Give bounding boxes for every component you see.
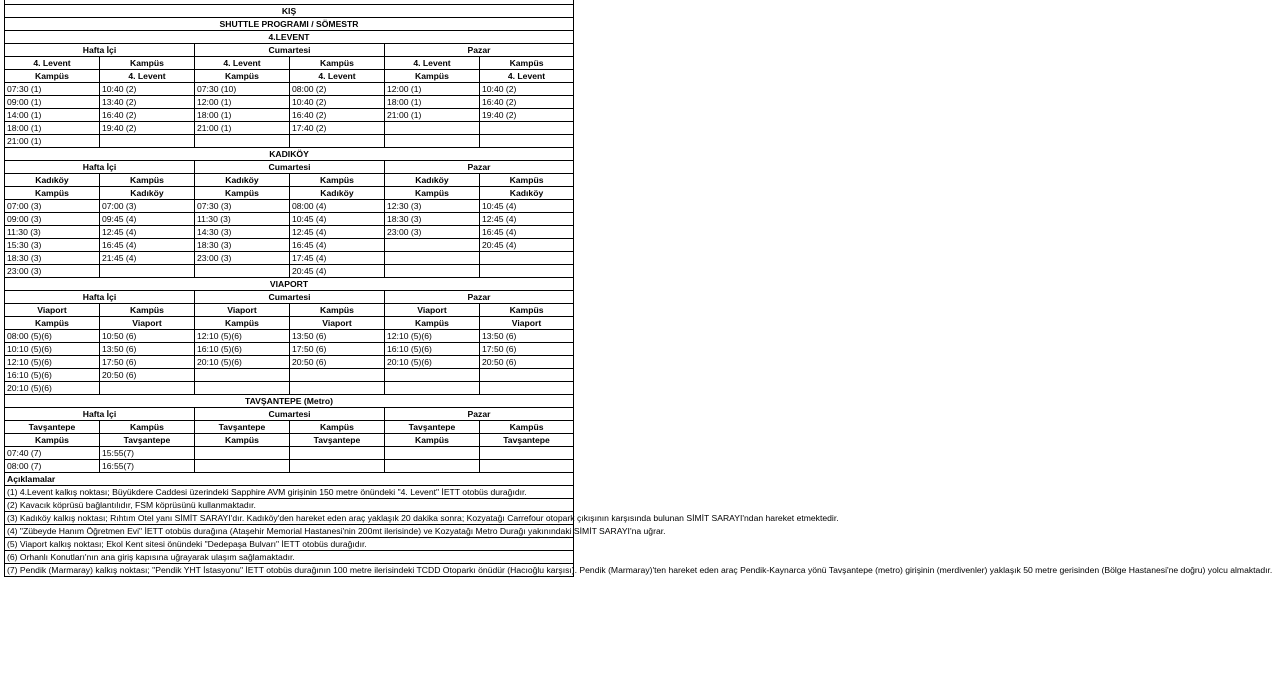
departure-time: 20:10 (5)(6) bbox=[195, 355, 290, 368]
from-stop-header: Kampüs bbox=[480, 420, 574, 433]
departure-time: 20:50 (6) bbox=[480, 355, 574, 368]
from-header-row bbox=[5, 420, 574, 433]
note-row bbox=[5, 563, 574, 576]
departure-time: 21:45 (4) bbox=[100, 251, 195, 264]
departure-time: 13:50 (6) bbox=[290, 329, 385, 342]
shuttle-schedule-sheet bbox=[4, 0, 1272, 577]
section-title-row bbox=[5, 394, 574, 407]
departure-time: 11:30 (3) bbox=[195, 212, 290, 225]
departure-time: 10:45 (4) bbox=[290, 212, 385, 225]
schedule-body bbox=[5, 0, 1272, 576]
empty-cell bbox=[195, 264, 290, 277]
empty-cell bbox=[195, 381, 290, 394]
from-stop-header: Tavşantepe bbox=[195, 420, 290, 433]
departure-time: 09:00 (3) bbox=[5, 212, 100, 225]
departure-row bbox=[5, 95, 574, 108]
day-header: Cumartesi bbox=[195, 290, 385, 303]
departure-time: 16:40 (2) bbox=[290, 108, 385, 121]
departure-time: 08:00 (2) bbox=[290, 82, 385, 95]
departure-time: 10:45 (4) bbox=[480, 199, 574, 212]
empty-cell bbox=[290, 134, 385, 147]
departure-time: 19:40 (2) bbox=[100, 121, 195, 134]
to-stop-header: Kampüs bbox=[195, 433, 290, 446]
departure-row bbox=[5, 238, 574, 251]
departure-time: 16:40 (2) bbox=[100, 108, 195, 121]
departure-time: 10:50 (6) bbox=[100, 329, 195, 342]
note-row bbox=[5, 537, 574, 550]
departure-time: 10:40 (2) bbox=[100, 82, 195, 95]
empty-cell bbox=[480, 264, 574, 277]
section-title: 4.LEVENT bbox=[5, 30, 574, 43]
departure-time: 18:00 (1) bbox=[195, 108, 290, 121]
departure-time: 21:00 (1) bbox=[5, 134, 100, 147]
departure-time: 14:30 (3) bbox=[195, 225, 290, 238]
departure-time: 13:50 (6) bbox=[100, 342, 195, 355]
section-title-row bbox=[5, 30, 574, 43]
note-row bbox=[5, 511, 574, 524]
season-title-row bbox=[5, 4, 574, 17]
departure-time: 08:00 (4) bbox=[290, 199, 385, 212]
departure-time: 07:30 (10) bbox=[195, 82, 290, 95]
to-header-row bbox=[5, 69, 574, 82]
to-stop-header: Tavşantepe bbox=[480, 433, 574, 446]
to-stop-header: Kampüs bbox=[5, 69, 100, 82]
departure-row bbox=[5, 251, 574, 264]
to-stop-header: Kadıköy bbox=[100, 186, 195, 199]
departure-time: 21:00 (1) bbox=[385, 108, 480, 121]
departure-time: 12:10 (5)(6) bbox=[5, 355, 100, 368]
to-stop-header: Tavşantepe bbox=[100, 433, 195, 446]
day-header: Pazar bbox=[385, 290, 574, 303]
to-stop-header: Kampüs bbox=[385, 186, 480, 199]
departure-time: 16:45 (4) bbox=[290, 238, 385, 251]
from-stop-header: Kampüs bbox=[290, 303, 385, 316]
from-stop-header: Kampüs bbox=[290, 56, 385, 69]
departure-time: 12:30 (3) bbox=[385, 199, 480, 212]
empty-cell bbox=[480, 446, 574, 459]
from-stop-header: Kadıköy bbox=[385, 173, 480, 186]
empty-cell bbox=[480, 121, 574, 134]
departure-row bbox=[5, 108, 574, 121]
empty-cell bbox=[290, 381, 385, 394]
to-stop-header: Viaport bbox=[480, 316, 574, 329]
from-stop-header: Viaport bbox=[5, 303, 100, 316]
departure-time: 07:00 (3) bbox=[100, 199, 195, 212]
empty-cell bbox=[195, 459, 290, 472]
departure-row bbox=[5, 368, 574, 381]
departure-time: 17:45 (4) bbox=[290, 251, 385, 264]
day-header: Hafta İçi bbox=[5, 407, 195, 420]
departure-time: 10:10 (5)(6) bbox=[5, 342, 100, 355]
to-stop-header: Kampüs bbox=[195, 69, 290, 82]
departure-time: 07:30 (1) bbox=[5, 82, 100, 95]
empty-cell bbox=[100, 264, 195, 277]
departure-time: 20:50 (6) bbox=[290, 355, 385, 368]
to-stop-header: Kampüs bbox=[195, 186, 290, 199]
departure-row bbox=[5, 381, 574, 394]
empty-cell bbox=[100, 381, 195, 394]
departure-time: 12:45 (4) bbox=[100, 225, 195, 238]
day-header-row bbox=[5, 290, 574, 303]
empty-cell bbox=[290, 368, 385, 381]
departure-time: 15:55(7) bbox=[100, 446, 195, 459]
notes-title: Açıklamalar bbox=[5, 472, 574, 485]
day-header-row bbox=[5, 160, 574, 173]
from-stop-header: 4. Levent bbox=[5, 56, 100, 69]
day-header: Cumartesi bbox=[195, 407, 385, 420]
departure-row bbox=[5, 199, 574, 212]
departure-time: 17:50 (6) bbox=[290, 342, 385, 355]
from-stop-header: Kampüs bbox=[100, 420, 195, 433]
to-stop-header: Kampüs bbox=[5, 316, 100, 329]
departure-time: 15:30 (3) bbox=[5, 238, 100, 251]
empty-cell bbox=[100, 134, 195, 147]
to-header-row bbox=[5, 186, 574, 199]
departure-time: 18:00 (1) bbox=[5, 121, 100, 134]
departure-time: 16:10 (5)(6) bbox=[385, 342, 480, 355]
from-stop-header: Tavşantepe bbox=[385, 420, 480, 433]
day-header: Cumartesi bbox=[195, 43, 385, 56]
day-header: Pazar bbox=[385, 407, 574, 420]
departure-time: 13:50 (6) bbox=[480, 329, 574, 342]
departure-row bbox=[5, 121, 574, 134]
empty-cell bbox=[480, 368, 574, 381]
departure-time: 20:10 (5)(6) bbox=[5, 381, 100, 394]
departure-time: 17:40 (2) bbox=[290, 121, 385, 134]
empty-cell bbox=[195, 446, 290, 459]
from-header-row bbox=[5, 173, 574, 186]
departure-row bbox=[5, 329, 574, 342]
day-header: Hafta İçi bbox=[5, 290, 195, 303]
from-stop-header: Kampüs bbox=[480, 173, 574, 186]
departure-time: 19:40 (2) bbox=[480, 108, 574, 121]
empty-cell bbox=[385, 381, 480, 394]
departure-row bbox=[5, 212, 574, 225]
note-text: (3) Kadıköy kalkış noktası; Rıhtım Otel yanı SİMİT SARAYI'dır. Kadıköy'den hareket eden araç yaklaşık 20 dakika sonra; Kozyatağı Carrefour otopark çıkışının karşısında bulunan SİMİT SARAYI'ndan hareket etmektedir. bbox=[5, 511, 574, 524]
section-title-row bbox=[5, 277, 574, 290]
program-title-row bbox=[5, 17, 574, 30]
note-text: (1) 4.Levent kalkış noktası; Büyükdere Caddesi üzerindeki Sapphire AVM girişinin 150 metre önündeki "4. Levent" İETT otobüs durağıdır. bbox=[5, 485, 574, 498]
to-stop-header: 4. Levent bbox=[290, 69, 385, 82]
to-stop-header: Kadıköy bbox=[480, 186, 574, 199]
to-stop-header: Tavşantepe bbox=[290, 433, 385, 446]
empty-cell bbox=[385, 459, 480, 472]
note-text: (2) Kavacık köprüsü bağlantılıdır, FSM köprüsünü kullanmaktadır. bbox=[5, 498, 574, 511]
from-stop-header: Kampüs bbox=[480, 303, 574, 316]
departure-time: 16:45 (4) bbox=[100, 238, 195, 251]
from-stop-header: Tavşantepe bbox=[5, 420, 100, 433]
from-stop-header: Kadıköy bbox=[195, 173, 290, 186]
note-text: (5) Viaport kalkış noktası; Ekol Kent sitesi önündeki "Dedepaşa Bulvarı" İETT otobüs durağıdır. bbox=[5, 537, 574, 550]
from-stop-header: Kampüs bbox=[480, 56, 574, 69]
departure-time: 10:40 (2) bbox=[290, 95, 385, 108]
departure-time: 08:00 (7) bbox=[5, 459, 100, 472]
note-row bbox=[5, 524, 574, 537]
departure-time: 23:00 (3) bbox=[385, 225, 480, 238]
from-stop-header: Kampüs bbox=[100, 303, 195, 316]
empty-cell bbox=[290, 459, 385, 472]
section-title: VIAPORT bbox=[5, 277, 574, 290]
empty-cell bbox=[385, 368, 480, 381]
note-text: (6) Orhanlı Konutları'nın ana giriş kapısına uğrayarak ulaşım sağlamaktadır. bbox=[5, 550, 574, 563]
departure-time: 18:30 (3) bbox=[5, 251, 100, 264]
from-stop-header: Kampüs bbox=[100, 173, 195, 186]
departure-time: 21:00 (1) bbox=[195, 121, 290, 134]
to-stop-header: Viaport bbox=[290, 316, 385, 329]
day-header: Pazar bbox=[385, 43, 574, 56]
departure-time: 12:45 (4) bbox=[480, 212, 574, 225]
from-header-row bbox=[5, 56, 574, 69]
to-stop-header: Kampüs bbox=[385, 316, 480, 329]
departure-time: 16:55(7) bbox=[100, 459, 195, 472]
departure-time: 09:00 (1) bbox=[5, 95, 100, 108]
to-header-row bbox=[5, 433, 574, 446]
to-stop-header: Viaport bbox=[100, 316, 195, 329]
from-stop-header: Viaport bbox=[195, 303, 290, 316]
departure-time: 18:30 (3) bbox=[385, 212, 480, 225]
departure-time: 08:00 (5)(6) bbox=[5, 329, 100, 342]
day-header: Pazar bbox=[385, 160, 574, 173]
departure-row bbox=[5, 264, 574, 277]
departure-time: 18:00 (1) bbox=[385, 95, 480, 108]
departure-time: 16:45 (4) bbox=[480, 225, 574, 238]
empty-cell bbox=[480, 134, 574, 147]
notes-title-row bbox=[5, 472, 574, 485]
to-stop-header: Kampüs bbox=[385, 433, 480, 446]
note-text: (4) "Zübeyde Hanım Öğretmen Evi" İETT otobüs durağına (Ataşehir Memorial Hastanesi'nin 200mt ilerisinde) ve Kozyatağı Metro Durağı yakınındaki SİMİT SARAYI'na uğrar. bbox=[5, 524, 574, 537]
day-header: Cumartesi bbox=[195, 160, 385, 173]
departure-row bbox=[5, 225, 574, 238]
day-header-row bbox=[5, 407, 574, 420]
departure-time: 07:00 (3) bbox=[5, 199, 100, 212]
to-stop-header: Kampüs bbox=[5, 186, 100, 199]
empty-cell bbox=[385, 134, 480, 147]
departure-row bbox=[5, 82, 574, 95]
departure-time: 20:45 (4) bbox=[480, 238, 574, 251]
empty-cell bbox=[385, 264, 480, 277]
empty-cell bbox=[480, 459, 574, 472]
section-title: TAVŞANTEPE (Metro) bbox=[5, 394, 574, 407]
empty-cell bbox=[385, 446, 480, 459]
empty-cell bbox=[195, 368, 290, 381]
departure-time: 10:40 (2) bbox=[480, 82, 574, 95]
departure-time: 17:50 (6) bbox=[100, 355, 195, 368]
day-header-row bbox=[5, 43, 574, 56]
section-title: KADIKÖY bbox=[5, 147, 574, 160]
note-row bbox=[5, 498, 574, 511]
departure-time: 16:10 (5)(6) bbox=[5, 368, 100, 381]
empty-cell bbox=[480, 381, 574, 394]
empty-cell bbox=[385, 251, 480, 264]
departure-time: 12:45 (4) bbox=[290, 225, 385, 238]
departure-time: 07:30 (3) bbox=[195, 199, 290, 212]
from-stop-header: 4. Levent bbox=[195, 56, 290, 69]
departure-row bbox=[5, 342, 574, 355]
departure-time: 12:10 (5)(6) bbox=[385, 329, 480, 342]
departure-time: 14:00 (1) bbox=[5, 108, 100, 121]
from-header-row bbox=[5, 303, 574, 316]
section-title-row bbox=[5, 147, 574, 160]
departure-time: 12:10 (5)(6) bbox=[195, 329, 290, 342]
note-row bbox=[5, 550, 574, 563]
to-stop-header: 4. Levent bbox=[100, 69, 195, 82]
departure-time: 13:40 (2) bbox=[100, 95, 195, 108]
day-header: Hafta İçi bbox=[5, 43, 195, 56]
from-stop-header: Viaport bbox=[385, 303, 480, 316]
from-stop-header: Kadıköy bbox=[5, 173, 100, 186]
from-stop-header: Kampüs bbox=[290, 420, 385, 433]
departure-time: 16:40 (2) bbox=[480, 95, 574, 108]
program-title: SHUTTLE PROGRAMI / SÖMESTR bbox=[5, 17, 574, 30]
departure-time: 23:00 (3) bbox=[195, 251, 290, 264]
to-stop-header: Kadıköy bbox=[290, 186, 385, 199]
to-stop-header: 4. Levent bbox=[480, 69, 574, 82]
season-title: KIŞ bbox=[5, 4, 574, 17]
to-stop-header: Kampüs bbox=[5, 433, 100, 446]
departure-time: 23:00 (3) bbox=[5, 264, 100, 277]
departure-time: 17:50 (6) bbox=[480, 342, 574, 355]
departure-time: 09:45 (4) bbox=[100, 212, 195, 225]
departure-time: 11:30 (3) bbox=[5, 225, 100, 238]
departure-time: 20:45 (4) bbox=[290, 264, 385, 277]
departure-row bbox=[5, 134, 574, 147]
from-stop-header: Kampüs bbox=[290, 173, 385, 186]
departure-row bbox=[5, 446, 574, 459]
to-header-row bbox=[5, 316, 574, 329]
day-header: Hafta İçi bbox=[5, 160, 195, 173]
schedule-table bbox=[4, 0, 1272, 577]
empty-cell bbox=[195, 134, 290, 147]
note-text: (7) Pendik (Marmaray) kalkış noktası; "Pendik YHT İstasyonu" İETT otobüs durağının 100 metre ilerisindeki TCDD Otoparkı önüdür (Hacıoğlu karşısı). Pendik (Marmaray)'ten hareket eden araç Pendik-Kaynarca yönü Tavşantepe (metro) girişinin (merdivenler) yaklaşık 50 metre gerisinden (Bölge Hastanesi'ne doğru) yolcu almaktadır. bbox=[5, 563, 574, 576]
empty-cell bbox=[290, 446, 385, 459]
to-stop-header: Kampüs bbox=[195, 316, 290, 329]
departure-row bbox=[5, 355, 574, 368]
empty-cell bbox=[480, 251, 574, 264]
departure-time: 12:00 (1) bbox=[195, 95, 290, 108]
departure-time: 20:10 (5)(6) bbox=[385, 355, 480, 368]
to-stop-header: Kampüs bbox=[385, 69, 480, 82]
note-row bbox=[5, 485, 574, 498]
departure-time: 07:40 (7) bbox=[5, 446, 100, 459]
from-stop-header: 4. Levent bbox=[385, 56, 480, 69]
departure-time: 20:50 (6) bbox=[100, 368, 195, 381]
empty-cell bbox=[385, 238, 480, 251]
from-stop-header: Kampüs bbox=[100, 56, 195, 69]
departure-time: 16:10 (5)(6) bbox=[195, 342, 290, 355]
empty-cell bbox=[385, 121, 480, 134]
departure-time: 12:00 (1) bbox=[385, 82, 480, 95]
departure-row bbox=[5, 459, 574, 472]
departure-time: 18:30 (3) bbox=[195, 238, 290, 251]
